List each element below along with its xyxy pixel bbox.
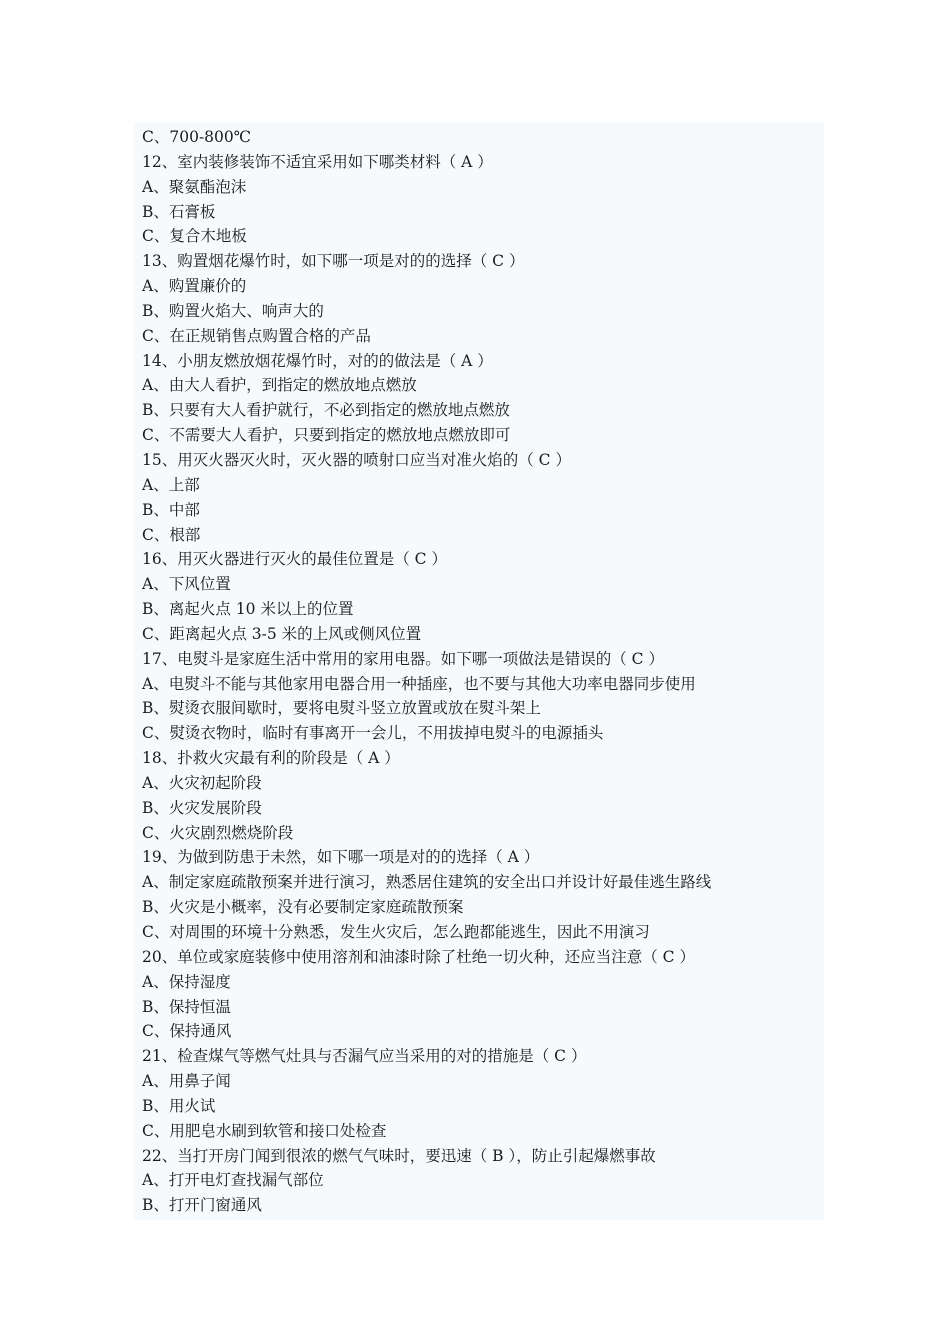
- text-line: C、保持通风: [142, 1022, 232, 1041]
- text-line: C、在正规销售点购置合格的产品: [142, 326, 371, 345]
- text-line: 22、当打开房门闻到很浓的燃气气味时，要迅速（ B ），防止引起爆燃事故: [142, 1146, 656, 1165]
- text-line: A、由大人看护，到指定的燃放地点燃放: [142, 376, 417, 395]
- text-line: C、复合木地板: [142, 227, 247, 246]
- text-line: 16、用灭火器进行灭火的最佳位置是（ C ）: [142, 550, 447, 569]
- text-line: B、打开门窗通风: [142, 1196, 262, 1215]
- text-line: B、离起火点 10 米以上的位置: [142, 600, 354, 619]
- text-line: A、上部: [142, 475, 200, 494]
- text-line: C、火灾剧烈燃烧阶段: [142, 823, 294, 842]
- text-line: A、下风位置: [142, 575, 231, 594]
- text-line: 21、检查煤气等燃气灶具与否漏气应当采用的对的措施是（ C ）: [142, 1047, 587, 1066]
- text-line: A、保持湿度: [142, 972, 231, 991]
- text-line: B、石膏板: [142, 202, 216, 221]
- text-line: A、用鼻子闻: [142, 1072, 231, 1091]
- text-line: B、中部: [142, 500, 200, 519]
- text-line: 17、电熨斗是家庭生活中常用的家用电器。如下哪一项做法是错误的（ C ）: [142, 649, 664, 668]
- text-line: A、购置廉价的: [142, 277, 247, 296]
- text-line: C、不需要大人看护，只要到指定的燃放地点燃放即可: [142, 426, 511, 445]
- text-line: A、打开电灯查找漏气部位: [142, 1171, 324, 1190]
- text-line: 20、单位或家庭装修中使用溶剂和油漆时除了杜绝一切火种，还应当注意（ C ）: [142, 947, 695, 966]
- text-line: 19、为做到防患于未然，如下哪一项是对的的选择（ A ）: [142, 848, 540, 867]
- text-line: B、熨烫衣服间歇时，要将电熨斗竖立放置或放在熨斗架上: [142, 699, 541, 718]
- text-line: A、聚氨酯泡沫: [142, 177, 247, 196]
- text-line: B、火灾是小概率，没有必要制定家庭疏散预案: [142, 898, 464, 917]
- text-line: C、熨烫衣物时，临时有事离开一会儿，不用拔掉电熨斗的电源插头: [142, 724, 604, 743]
- text-line: C、对周围的环境十分熟悉，发生火灾后，怎么跑都能逃生，因此不用演习: [142, 923, 650, 941]
- text-line: C、根部: [142, 525, 201, 544]
- text-line: A、制定家庭疏散预案并进行演习，熟悉居住建筑的安全出口并设计好最佳逃生路线: [142, 873, 712, 892]
- text-line: 12、室内装修装饰不适宜采用如下哪类材料（ A ）: [142, 152, 493, 171]
- text-line: C、距离起火点 3-5 米的上风或侧风位置: [142, 624, 422, 643]
- text-line: 13、购置烟花爆竹时，如下哪一项是对的的选择（ C ）: [142, 252, 525, 271]
- text-line: B、火灾发展阶段: [142, 798, 262, 817]
- text-line: 18、扑救火灾最有利的阶段是（ A ）: [142, 749, 400, 768]
- text-line: B、购置火焰大、响声大的: [142, 301, 324, 320]
- text-line: 15、用灭火器灭火时，灭火器的喷射口应当对准火焰的（ C ）: [142, 450, 571, 469]
- text-line: A、电熨斗不能与其他家用电器合用一种插座，也不要与其他大功率电器同步使用: [142, 674, 696, 693]
- text-line: 14、小朋友燃放烟花爆竹时，对的的做法是（ A ）: [142, 351, 493, 370]
- text-line: B、用火试: [142, 1096, 216, 1115]
- text-line: A、火灾初起阶段: [142, 773, 262, 792]
- document-text-block: [134, 122, 824, 1220]
- text-line: C、用肥皂水刷到软管和接口处检查: [142, 1121, 387, 1140]
- text-line: C、700-800℃: [142, 128, 252, 146]
- text-line: B、只要有大人看护就行，不必到指定的燃放地点燃放: [142, 401, 510, 420]
- text-line: B、保持恒温: [142, 997, 231, 1016]
